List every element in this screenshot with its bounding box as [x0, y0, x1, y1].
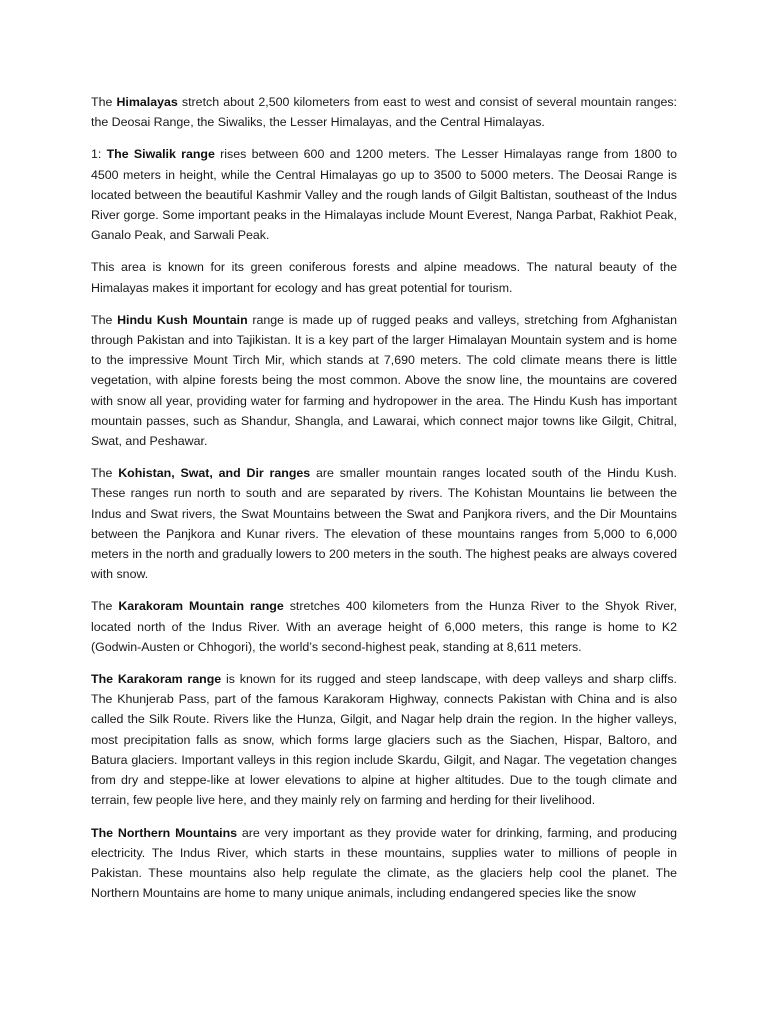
text-run: rises between 600 and 1200 meters. The Lesser Himalayas range from 1800 to 4500 meters in height, while the Central Himalayas go up to 3500 to 5000 meters. The Deosai Range is located between the beautiful Kashmir Valley and the rough lands of Gilgit Baltistan, southeast of the Indus River gorge. Some important peaks in the Himalayas include Mount Everest, Nanga Parbat, Rakhiot Peak, Ganalo Peak, and Sarwali Peak. — [91, 147, 677, 243]
text-run: is known for its rugged and steep landscape, with deep valleys and sharp cliffs. The Khunjerab Pass, part of the famous Karakoram Highway, connects Pakistan with China and is also called the Silk Route. Rivers like the Hunza, Gilgit, and Nagar help drain the region. In the higher valleys, most precipitation falls as snow, which forms large glaciers such as the Siachen, Hispar, Baltoro, and Batura glaciers. Important valleys in this region include Skardu, Gilgit, and Nagar. The vegetation changes from dry and steppe-like at lower elevations to alpine at higher altitudes. Due to the tough climate and terrain, few people live here, and they mainly rely on farming and herding for their livelihood. — [91, 672, 677, 808]
paragraph-karakoram-range — [91, 669, 677, 810]
paragraph-kohistan — [91, 463, 677, 584]
bold-term: Himalayas — [116, 95, 178, 109]
text-run: are smaller mountain ranges located south of the Hindu Kush. These ranges run north to south and are separated by rivers. The Kohistan Mountains lie between the Indus and Swat rivers, the Swat Mountains between the Swat and Panjkora rivers, and the Dir Mountains between the Panjkora and Kunar rivers. The elevation of these mountains ranges from 5,000 to 6,000 meters in the north and gradually lowers to 200 meters in the south. The highest peaks are always covered with snow. — [91, 466, 677, 582]
paragraph-northern-mountains — [91, 823, 677, 904]
bold-term: The Northern Mountains — [91, 825, 238, 840]
text-run: are very important as they provide water for drinking, farming, and producing electricity. The Indus River, which starts in these mountains, supplies water to millions of people in Pakistan. These mountains also help regulate the climate, as the glaciers help cool the planet. The Northern Mountains are home to many unique animals, including endangered species like the snow — [91, 825, 677, 901]
document-body — [91, 92, 677, 915]
paragraph-karakoram-mountain — [91, 596, 677, 657]
paragraph-forests — [91, 257, 677, 297]
bold-term: The Karakoram range — [91, 672, 222, 687]
bold-term: Karakoram Mountain range — [118, 599, 284, 614]
bold-term: The Siwalik range — [106, 147, 215, 162]
text-run: This area is known for its green coniferous forests and alpine meadows. The natural beauty of the Himalayas makes it important for ecology and has great potential for tourism. — [91, 260, 677, 295]
text-run: range is made up of rugged peaks and valleys, stretching from Afghanistan through Pakistan and into Tajikistan. It is a key part of the larger Himalayan Mountain system and is home to the impressive Mount Tirch Mir, which stands at 7,690 meters. The cold climate means there is little vegetation, with alpine forests being the most common. Above the snow line, the mountains are covered with snow all year, providing water for farming and hydropower in the area. The Hindu Kush has important mountain passes, such as Shandur, Shangla, and Lawarai, which connect major towns like Gilgit, Chitral, Swat, and Peshawar. — [91, 312, 677, 449]
text-run: The — [91, 95, 117, 109]
bold-term: Kohistan, Swat, and Dir ranges — [118, 466, 311, 481]
text-run: The — [91, 312, 118, 327]
text-run: stretch about 2,500 kilometers from east to west and consist of several mountain ranges: the Deosai Range, the Siwaliks, the Lesser Himalayas, and the Central Himalayas. — [91, 95, 677, 130]
text-run: The — [91, 599, 119, 614]
text-run: 1: — [91, 147, 107, 162]
paragraph-siwalik — [91, 144, 677, 245]
text-run: The — [91, 466, 119, 481]
text-run: stretches 400 kilometers from the Hunza River to the Shyok River, located north of the Indus River. With an average height of 6,000 meters, this range is home to K2 (Godwin-Austen or Chhogori), the world’s second-highest peak, standing at 8,611 meters. — [91, 599, 677, 654]
paragraph-hindu-kush — [91, 310, 677, 451]
paragraph-himalayas — [91, 92, 677, 132]
bold-term: Hindu Kush Mountain — [117, 312, 248, 327]
